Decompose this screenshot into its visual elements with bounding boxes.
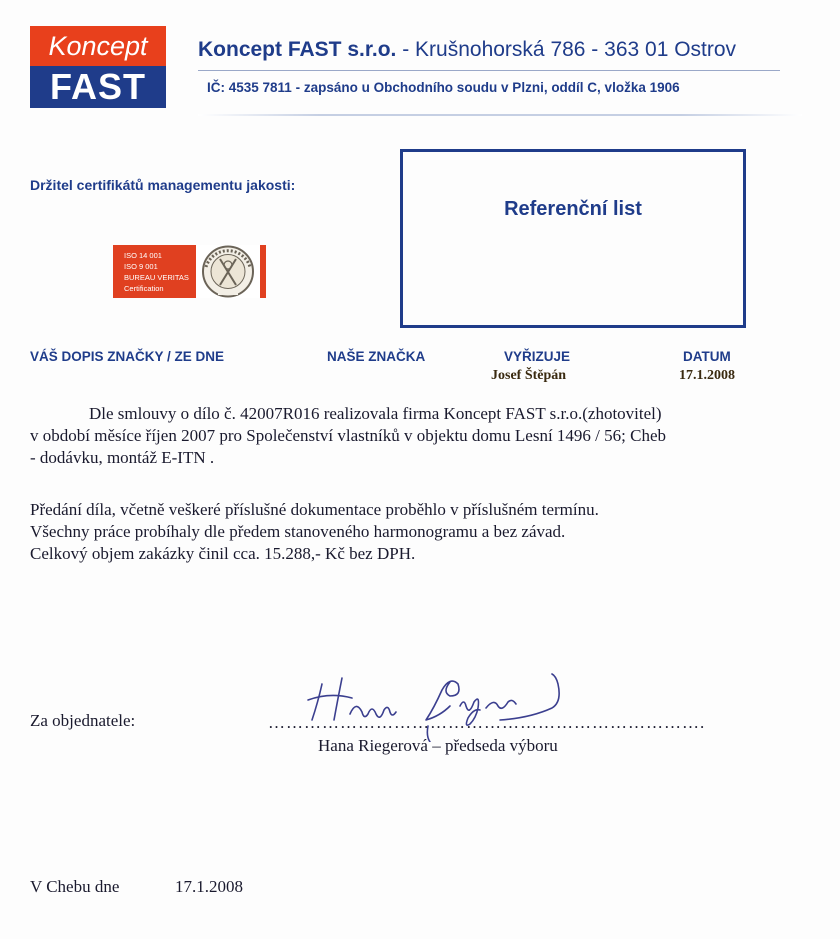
client-label: Za objednatele: — [30, 711, 136, 730]
our-reference-label: NAŠE ZNAČKA — [327, 349, 426, 364]
body-line: v období měsíce říjen 2007 pro Společenství vlastníků v objektu domu Lesní 1496 / 56; Cheb — [30, 426, 667, 445]
body-line: Dle smlouvy o dílo č. 42007R016 realizovala firma Koncept FAST s.r.o.(zhotovitel) — [89, 404, 662, 423]
iso-certification-badge — [113, 245, 266, 298]
badge-line: ISO 14 001 — [124, 251, 162, 260]
header-bottom-divider — [198, 114, 802, 116]
company-logo — [30, 26, 166, 108]
badge-line: ISO 9 001 — [124, 262, 158, 271]
body-line: Předání díla, včetně veškeré příslušné dokumentace proběhlo v příslušném termínu. — [30, 500, 599, 519]
header-divider — [198, 70, 780, 71]
signer-name: Hana Riegerová – předseda výboru — [318, 736, 558, 755]
company-address: - Krušnohorská 786 - 363 01 Ostrov — [396, 38, 737, 61]
logo-bottom-text: FAST — [30, 66, 166, 108]
logo-top-text: Koncept — [30, 26, 166, 66]
body-line: - dodávku, montáž E-ITN . — [30, 448, 215, 467]
date-value: 17.1.2008 — [679, 368, 735, 383]
company-name: Koncept FAST s.r.o. — [198, 38, 397, 61]
handled-by-label: VYŘIZUJE — [504, 349, 571, 364]
badge-line: Certification — [124, 284, 164, 293]
reference-title: Referenční list — [504, 198, 642, 220]
body-line: Všechny práce probíhaly dle předem stanoveného harmonogramu a bez závad. — [30, 522, 566, 541]
certificate-holder-label: Držitel certifikátů managementu jakosti: — [30, 177, 296, 193]
your-letter-label: VÁŠ DOPIS ZNAČKY / ZE DNE — [30, 349, 225, 364]
badge-text — [124, 250, 189, 294]
signature-line: ………………………………………………………………. — [268, 713, 706, 732]
bureau-veritas-seal-icon — [196, 245, 260, 298]
handled-by-value: Josef Štěpán — [491, 368, 567, 383]
place-date-label: V Chebu dne — [30, 877, 120, 896]
footer-date: 17.1.2008 — [175, 877, 243, 896]
company-header-line — [198, 38, 736, 62]
badge-line: BUREAU VERITAS — [124, 273, 189, 282]
body-line: Celkový objem zakázky činil cca. 15.288,- Kč bez DPH. — [30, 544, 416, 563]
date-label: DATUM — [683, 349, 731, 364]
reference-box — [400, 149, 746, 328]
ico-registration-line: IČ: 4535 7811 - zapsáno u Obchodního soudu v Plzni, oddíl C, vložka 1906 — [207, 80, 680, 95]
